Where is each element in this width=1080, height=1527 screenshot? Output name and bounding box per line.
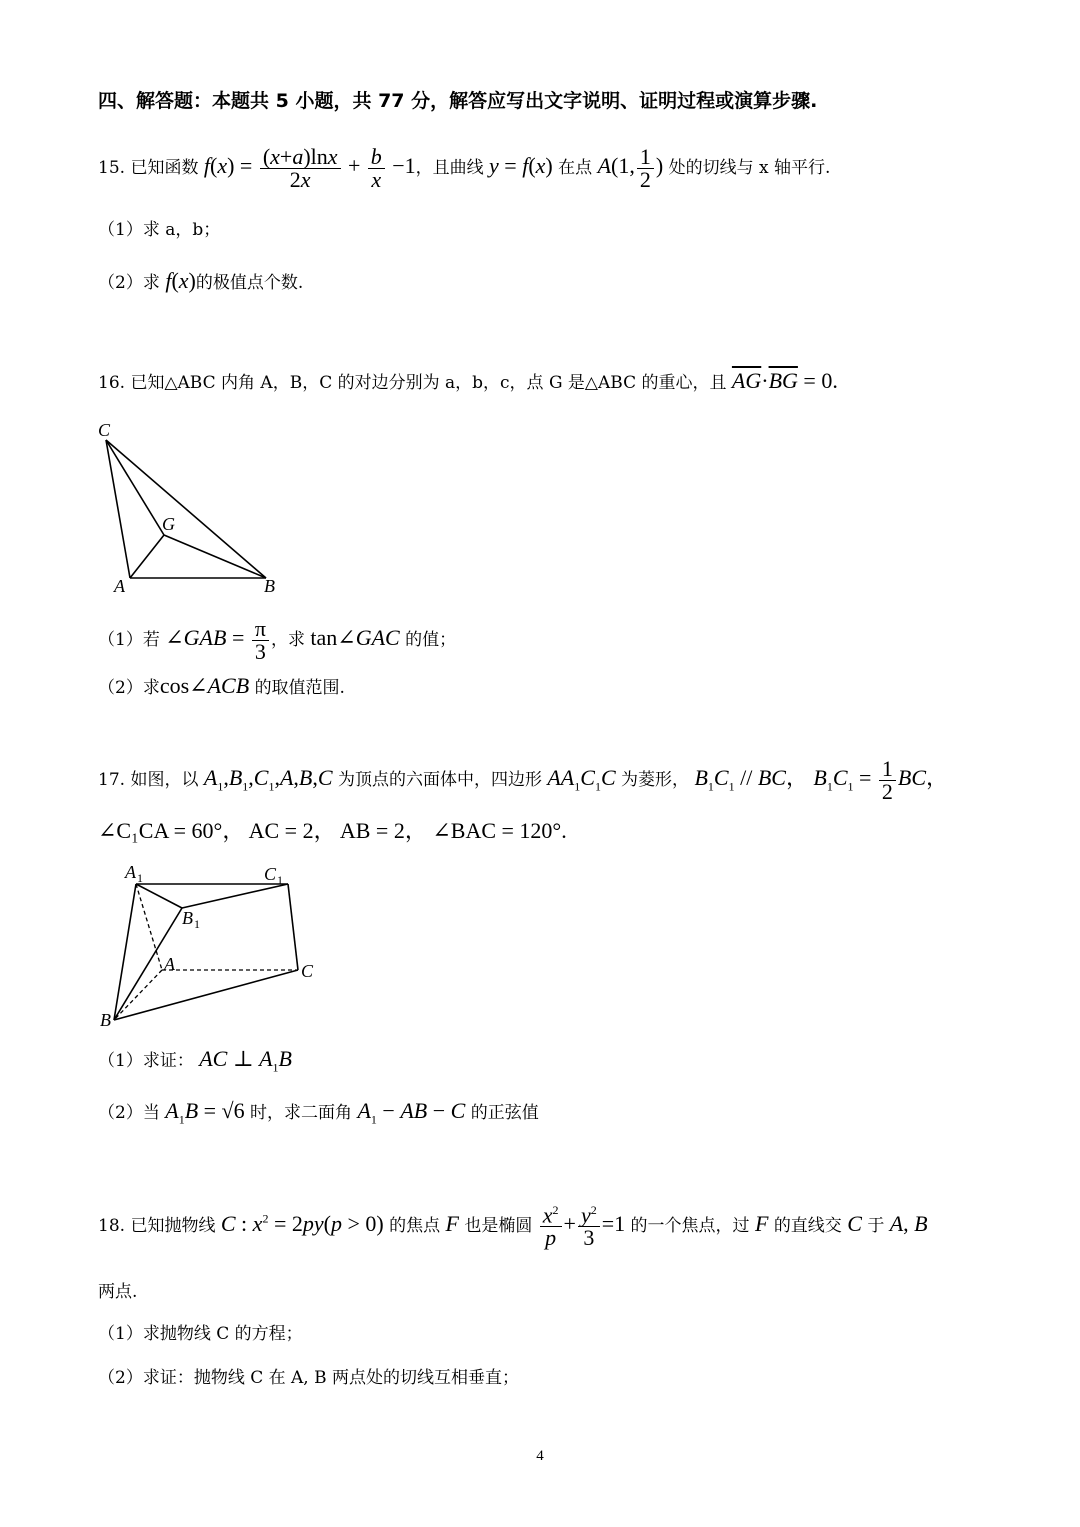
edge-c1c <box>288 884 298 970</box>
q17-conditions: ∠C₁CA = 60°， AC = 2， AB = 2， ∠BAC = 120°. <box>98 818 567 843</box>
label-c: C <box>301 961 314 981</box>
label-a1: $A_1$ <box>125 862 143 885</box>
edge-bc <box>114 970 298 1020</box>
label-a: A <box>114 576 125 596</box>
q15-part2: （2）求 f(x)的极值点个数. <box>98 268 304 293</box>
edge-c1b1 <box>182 884 288 908</box>
label-c: C <box>98 420 111 440</box>
segment-bg <box>164 535 266 578</box>
edge-a1b <box>114 884 136 1020</box>
q16-triangle-figure <box>90 418 300 598</box>
segment-ag <box>130 535 164 578</box>
edge-cb <box>106 440 266 578</box>
q16-stem: 16. 已知△ABC 内角 A，B，C 的对边分别为 a，b，c，点 G 是△ABC 的重心，且 $\overline{AG}\cdot\overline{BG} = 0$. <box>98 368 838 393</box>
q16-part1: （1）若 ∠GAB = $\frac{\pi}{3}$ ，求 tan∠GAC 的值； <box>98 616 457 664</box>
section-heading: 四、解答题：本题共 5 小题，共 77 分，解答应写出文字说明、证明过程或演算步骤. <box>98 90 818 112</box>
q16-part2: （2）求cos∠ACB 的取值范围. <box>98 673 345 698</box>
q15-part1: （1）求 a，b； <box>98 220 221 240</box>
label-a: A <box>164 954 175 974</box>
label-c1: $C_1$ <box>264 864 284 887</box>
q17-hexahedron-figure <box>92 858 332 1036</box>
q18-part1: （1）求抛物线 C 的方程； <box>98 1324 303 1344</box>
q18-stem-line2: 两点. <box>98 1282 138 1302</box>
q18-stem: 18. 已知抛物线 C : $x^2 = 2py(p > 0)$ 的焦点 F 也是椭圆 $\frac{x^2}{p}$ + $\frac{y^2}{3}$ =1 的一个焦点，过 F 的直线交 C 于 A, B <box>98 1202 928 1251</box>
label-b: B <box>264 576 275 596</box>
q17-part1: （1）求证： AC ⊥ $A_1B$ <box>98 1046 292 1075</box>
label-b1: $B_1$ <box>182 908 200 931</box>
q18-part2: （2）求证：抛物线 C 在 A, B 两点处的切线互相垂直； <box>98 1368 520 1388</box>
hidden-edge-a1a <box>136 884 162 970</box>
label-b: B <box>100 1010 111 1030</box>
q15-stem: 15. 已知函数 f(x) = $\frac{(x+a)\ln x}{2x}$ + $\frac{b}{x}$ −1，且曲线 y = f(x) 在点 A(1, $\frac{1}{2}$ ) 处的切线与 x 轴平行. <box>98 144 831 192</box>
q17-stem: 17. 如图，以 $A_1,B_1,C_1,A,B,C$ 为顶点的六面体中，四边形 $AA_1C_1C$ 为菱形， $B_1C_1$ // BC， $B_1C_1$ = $\frac{1}{2}$ BC， <box>98 756 949 804</box>
page-number: 4 <box>536 1448 544 1464</box>
label-g: G <box>162 514 175 534</box>
edge-a1b1 <box>136 884 182 908</box>
q17-part2: （2）当 $A_1B = √6$ 时，求二面角 $A_1$ − AB − C 的正弦值 <box>98 1098 539 1127</box>
